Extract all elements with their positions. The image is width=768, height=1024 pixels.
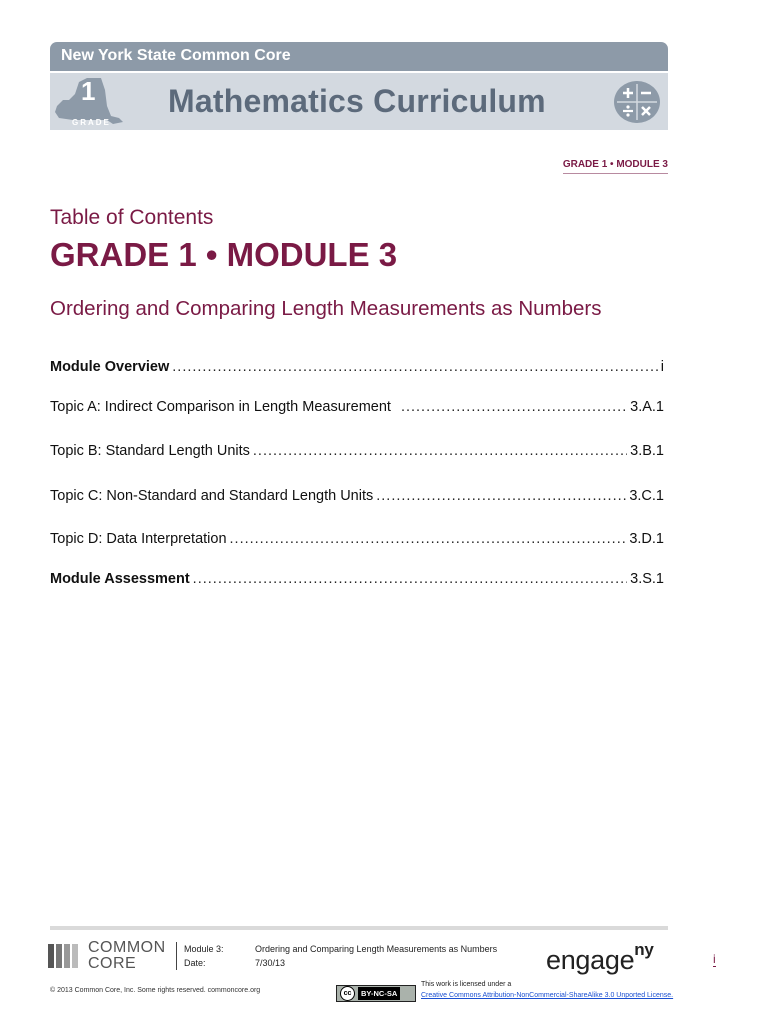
toc-entry-page: 3.D.1 [629, 531, 664, 547]
engage-word: engage [546, 945, 635, 975]
toc-heading: Table of Contents [50, 206, 214, 229]
engageny-logo [546, 940, 654, 976]
creative-commons-badge-icon[interactable] [336, 985, 416, 1002]
curriculum-banner [50, 73, 668, 130]
toc-entry-topic-b[interactable] [50, 443, 664, 459]
toc-entry-page: 3.B.1 [630, 443, 664, 459]
wordmark-line-1: COMMON [88, 939, 166, 956]
toc-entry-topic-d[interactable] [50, 531, 664, 547]
engage-sup: ny [634, 940, 654, 959]
curriculum-title: Mathematics Curriculum [168, 83, 546, 119]
series-title: New York State Common Core [61, 47, 291, 64]
page-subtitle: Ordering and Comparing Length Measurements as Numbers [50, 297, 602, 320]
toc-entry-topic-a[interactable] [50, 399, 664, 415]
footer-date-value: 7/30/13 [255, 958, 286, 968]
toc-entry-title: Topic A: Indirect Comparison in Length Measurement [50, 399, 391, 415]
toc-entry-page: 3.S.1 [630, 571, 664, 587]
wordmark-line-2: CORE [88, 955, 137, 972]
toc-entry-title: Topic C: Non-Standard and Standard Length Units [50, 488, 374, 504]
page-title: GRADE 1 • MODULE 3 [50, 236, 398, 273]
math-operations-icon [613, 80, 661, 124]
toc-entry-title: Module Assessment [50, 571, 190, 587]
footer-divider [50, 926, 668, 930]
cc-license-type: BY-NC-SA [358, 987, 400, 1000]
common-core-wordmark [88, 940, 166, 972]
toc-dot-leader [376, 488, 626, 504]
cc-symbol: cc [340, 986, 355, 1001]
copyright-notice: © 2013 Common Core, Inc. Some rights reserved. commoncore.org [50, 987, 261, 994]
footer-module-label: Module 3: [184, 944, 224, 954]
common-core-logo-icon [48, 942, 84, 970]
toc-entry-title: Module Overview [50, 359, 170, 375]
footer-date-label: Date: [184, 958, 206, 968]
series-banner [50, 42, 668, 71]
toc-dot-leader [401, 399, 627, 415]
toc-dot-leader [193, 571, 627, 587]
toc-entry-module-assessment[interactable] [50, 571, 664, 587]
license-statement: This work is licensed under a [421, 981, 512, 988]
toc-entry-topic-c[interactable] [50, 488, 664, 504]
toc-entry-module-overview[interactable] [50, 359, 664, 375]
toc-entry-page: i [660, 359, 664, 375]
header-module-tag: GRADE 1 • MODULE 3 [563, 159, 668, 174]
new-york-state-icon [53, 76, 125, 128]
toc-entry-title: Topic B: Standard Length Units [50, 443, 250, 459]
toc-entry-title: Topic D: Data Interpretation [50, 531, 227, 547]
toc-entry-page: 3.C.1 [629, 488, 664, 504]
page-number: i [713, 952, 716, 966]
toc-dot-leader [172, 359, 658, 375]
grade-word: GRADE [72, 118, 111, 127]
toc-entry-page: 3.A.1 [630, 399, 664, 415]
toc-dot-leader [230, 531, 627, 547]
grade-number: 1 [81, 76, 96, 106]
footer-vertical-divider [176, 942, 177, 970]
license-link[interactable]: Creative Commons Attribution-NonCommercial-ShareAlike 3.0 Unported License. [421, 992, 674, 999]
toc-dot-leader [253, 443, 627, 459]
footer-module-value: Ordering and Comparing Length Measurements as Numbers [255, 944, 498, 954]
